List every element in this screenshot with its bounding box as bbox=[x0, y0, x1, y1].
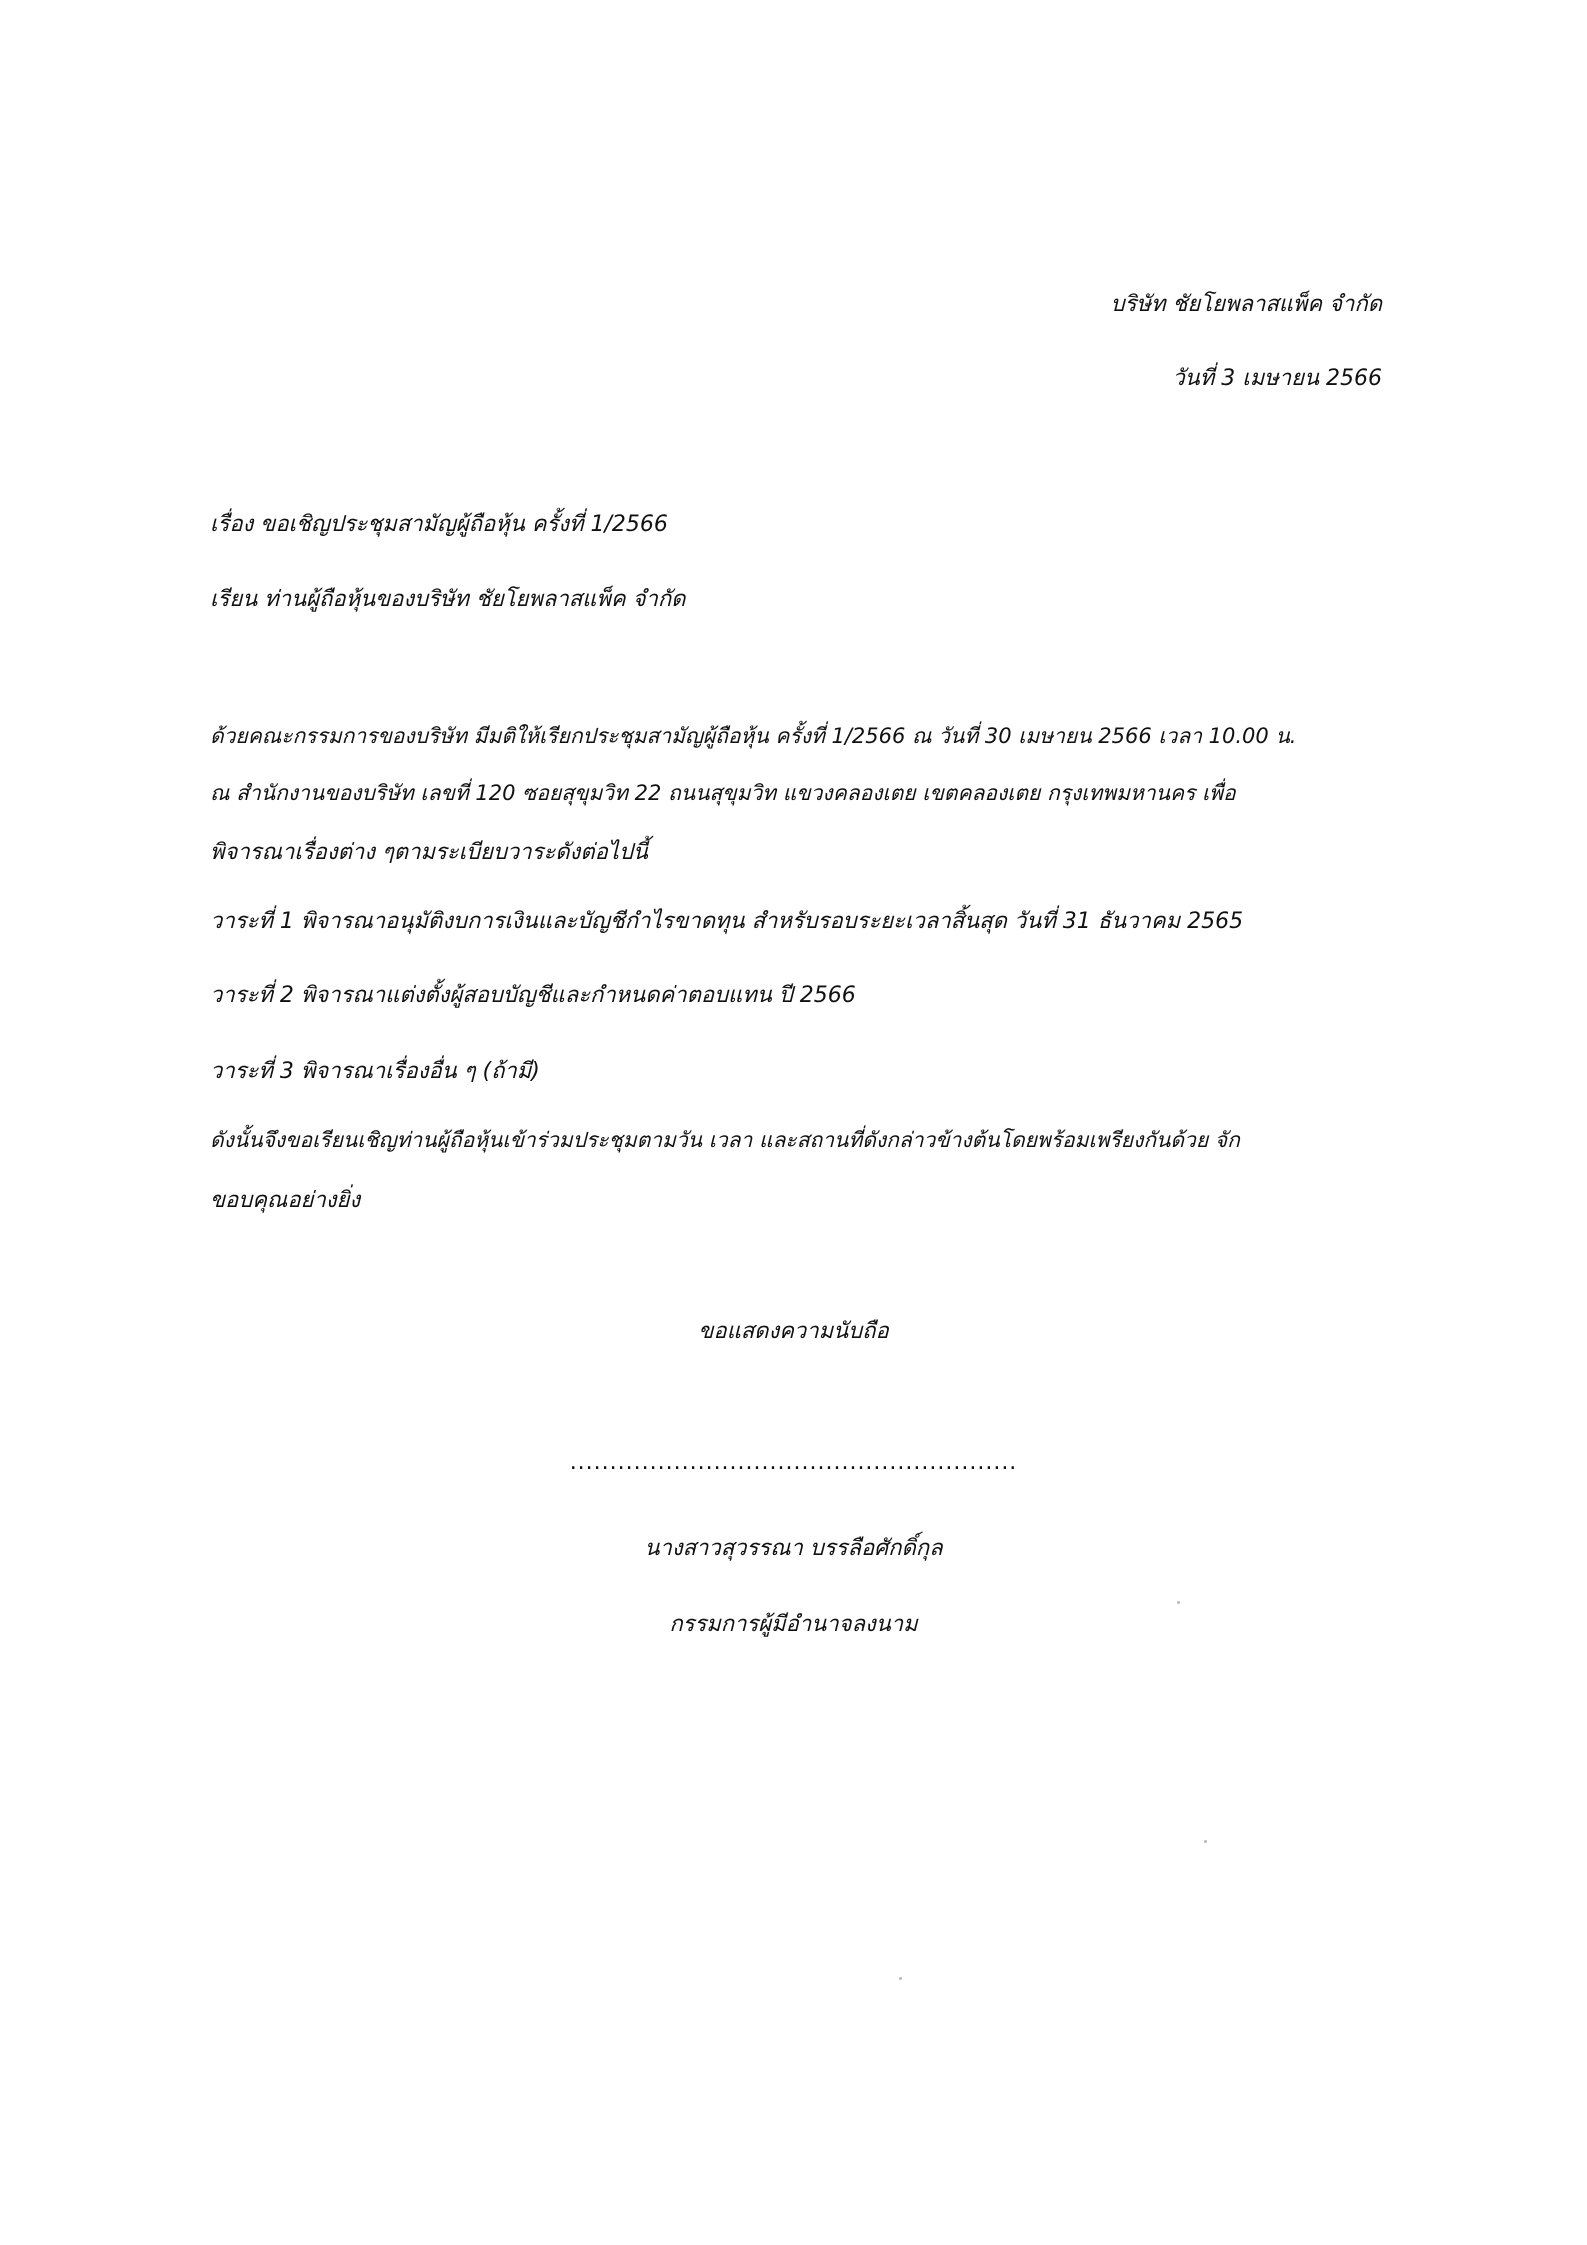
signature-line: ........................................................ bbox=[569, 1450, 1018, 1475]
intro-line-2: ณ สำนักงานของบริษัท เลขที่ 120 ซอยสุขุมวิท 22 ถนนสุขุมวิท แขวงคลองเตย เขตคลองเตย กรุงเทพมหานคร เพื่อ bbox=[210, 781, 1236, 805]
recipient-line: เรียน ท่านผู้ถือหุ้นของบริษัท ชัยโยพลาสแพ็ค จำกัด bbox=[210, 587, 686, 612]
salutation: ขอแสดงความนับถือ bbox=[698, 1319, 889, 1344]
subject-line: เรื่อง ขอเชิญประชุมสามัญผู้ถือหุ้น ครั้งที่ 1/2566 bbox=[210, 512, 668, 537]
closing-line-1: ดังนั้นจึงขอเรียนเชิญท่านผู้ถือหุ้นเข้าร่วมประชุมตามวัน เวลา และสถานที่ดังกล่าวข้างต้นโดยพร้อมเพรียงกันด้วย จัก bbox=[210, 1128, 1240, 1152]
scan-speck bbox=[1177, 1601, 1180, 1604]
agenda-item-1: วาระที่ 1 พิจารณาอนุมัติงบการเงินและบัญชีกำไรขาดทุน สำหรับรอบระยะเวลาสิ้นสุด วันที่ 31 ธันวาคม 2565 bbox=[210, 909, 1244, 934]
scan-speck bbox=[899, 1977, 902, 1980]
signer-name: นางสาวสุวรรณา บรรลือศักดิ์กุล bbox=[644, 1536, 943, 1561]
scan-speck bbox=[1204, 1840, 1207, 1843]
agenda-item-3: วาระที่ 3 พิจารณาเรื่องอื่น ๆ (ถ้ามี) bbox=[210, 1059, 540, 1084]
closing-line-2: ขอบคุณอย่างยิ่ง bbox=[210, 1188, 361, 1213]
letter-date: วันที่ 3 เมษายน 2566 bbox=[1172, 366, 1382, 391]
intro-line-3: พิจารณาเรื่องต่าง ๆตามระเบียบวาระดังต่อไปนี้ bbox=[210, 840, 648, 865]
signer-title: กรรมการผู้มีอำนาจลงนาม bbox=[669, 1612, 918, 1637]
intro-line-1: ด้วยคณะกรรมการของบริษัท มีมติให้เรียกประชุมสามัญผู้ถือหุ้น ครั้งที่ 1/2566 ณ วันที่ 30 เมษายน 2566 เวลา 10.00 น. bbox=[210, 724, 1297, 748]
agenda-item-2: วาระที่ 2 พิจารณาแต่งตั้งผู้สอบบัญชีและกำหนดค่าตอบแทน ปี 2566 bbox=[210, 983, 856, 1008]
company-name: บริษัท ชัยโยพลาสแพ็ค จำกัด bbox=[1110, 292, 1382, 317]
